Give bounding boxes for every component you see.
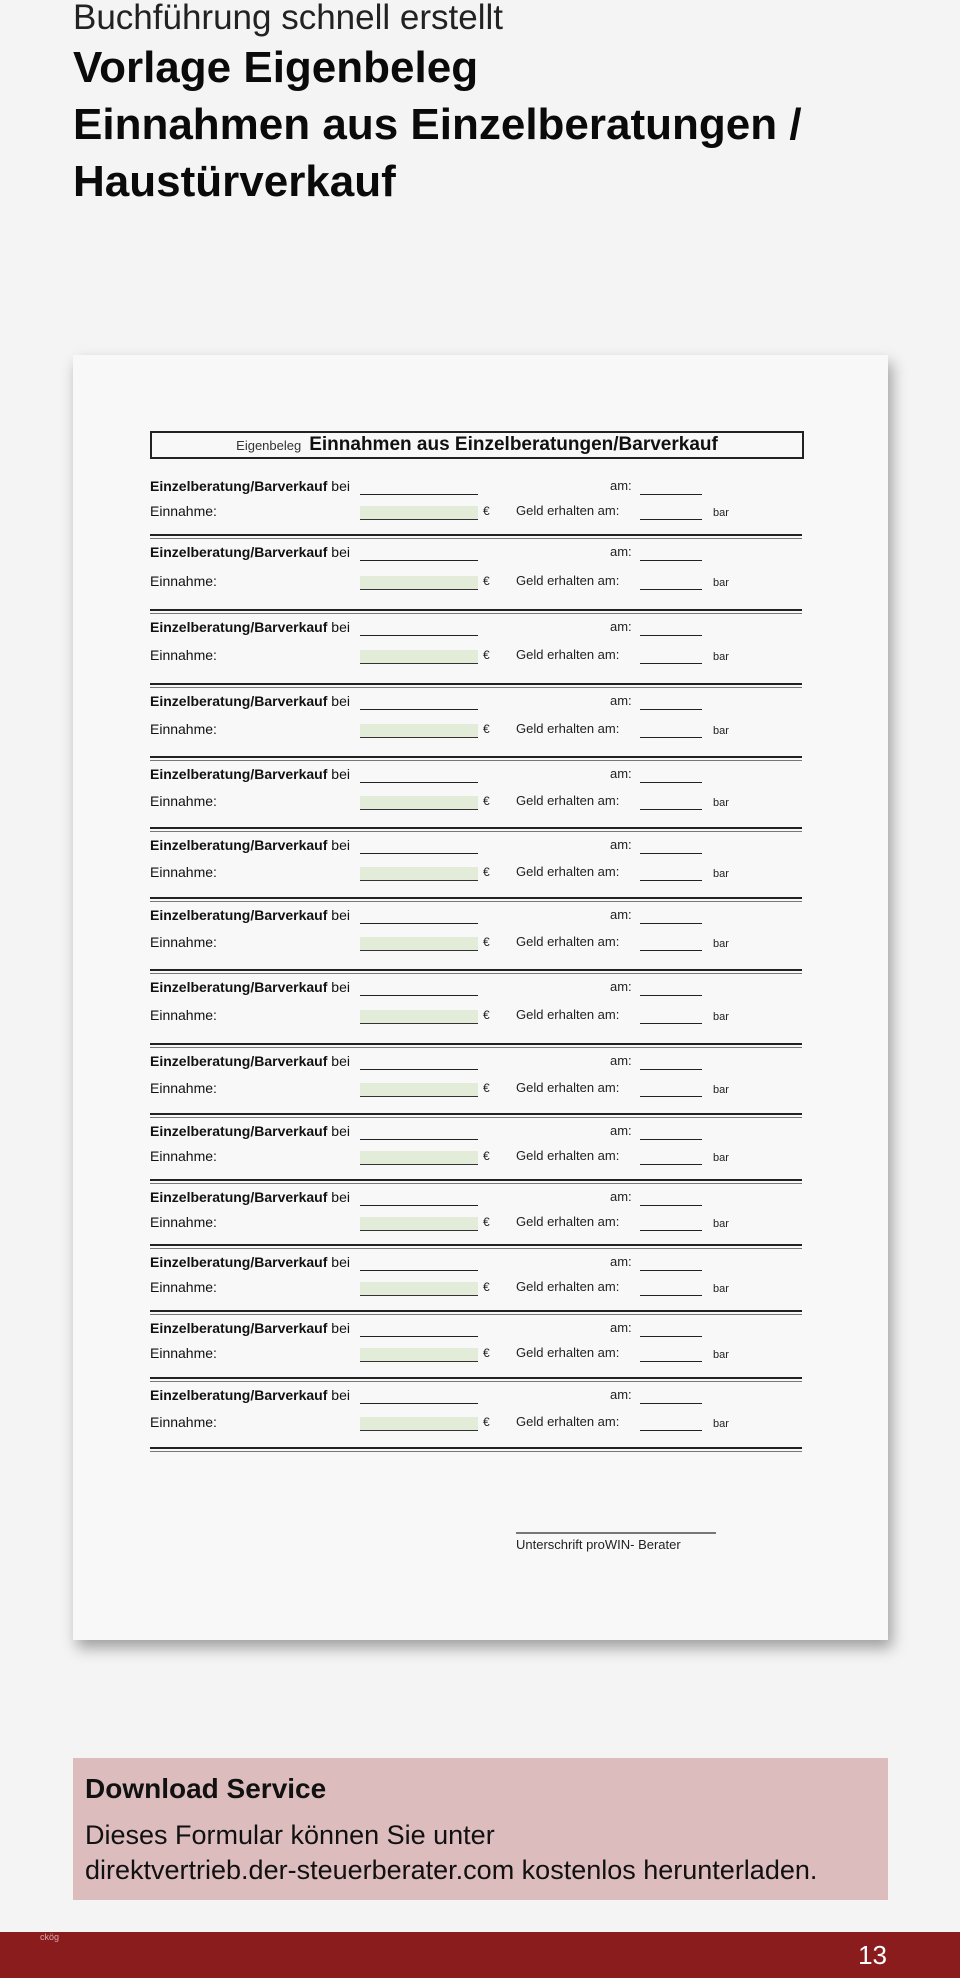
euro-sign: €	[483, 1415, 490, 1429]
page-footer	[0, 1932, 960, 1978]
am-label: am:	[610, 619, 632, 634]
form-entry	[150, 1254, 802, 1324]
euro-sign: €	[483, 1280, 490, 1294]
entry-separator-thin	[150, 901, 802, 902]
amount-field[interactable]	[360, 937, 478, 951]
bar-label: bar	[713, 651, 729, 663]
form-entry	[150, 1123, 802, 1193]
bei-line	[360, 1389, 478, 1404]
entry-label	[150, 1254, 350, 1270]
entry-label-bold: Einzelberatung/Barverkauf	[150, 619, 328, 635]
form-entry	[150, 907, 802, 977]
geld-erhalten-label: Geld erhalten am:	[516, 573, 620, 588]
geld-erhalten-label: Geld erhalten am:	[516, 1279, 620, 1294]
entry-label-bold: Einzelberatung/Barverkauf	[150, 907, 328, 923]
bei-line	[360, 695, 478, 710]
bar-label: bar	[713, 507, 729, 519]
am-line	[640, 1055, 702, 1070]
geld-erhalten-label: Geld erhalten am:	[516, 1148, 620, 1163]
am-line	[640, 480, 702, 495]
geld-erhalten-line	[640, 1150, 702, 1165]
bei-line	[360, 1055, 478, 1070]
amount-field[interactable]	[360, 724, 478, 738]
entry-label-bei: bei	[331, 619, 350, 635]
bei-line	[360, 839, 478, 854]
entry-label	[150, 1189, 350, 1205]
am-label: am:	[610, 1254, 632, 1269]
entry-label	[150, 1123, 350, 1139]
geld-erhalten-line	[640, 1216, 702, 1231]
form-entry	[150, 544, 802, 614]
entry-label-bold: Einzelberatung/Barverkauf	[150, 837, 328, 853]
entry-separator-thin	[150, 1451, 802, 1452]
geld-erhalten-label: Geld erhalten am:	[516, 1414, 620, 1429]
bar-label: bar	[713, 1349, 729, 1361]
am-line	[640, 1191, 702, 1206]
geld-erhalten-line	[640, 1347, 702, 1362]
entry-separator	[150, 1310, 802, 1312]
entry-separator	[150, 1244, 802, 1246]
geld-erhalten-line	[640, 649, 702, 664]
entry-label-bei: bei	[331, 478, 350, 494]
entry-separator	[150, 1377, 802, 1379]
bei-line	[360, 546, 478, 561]
footer-logo: ckög	[40, 1932, 60, 1942]
title-line-1: Vorlage Eigenbeleg	[73, 43, 479, 92]
form-entry	[150, 1053, 802, 1123]
entry-label-bold: Einzelberatung/Barverkauf	[150, 1053, 328, 1069]
geld-erhalten-line	[640, 795, 702, 810]
entry-label-bei: bei	[331, 1053, 350, 1069]
am-label: am:	[610, 837, 632, 852]
entry-label-bold: Einzelberatung/Barverkauf	[150, 693, 328, 709]
entry-separator-thin	[150, 1047, 802, 1048]
geld-erhalten-label: Geld erhalten am:	[516, 1007, 620, 1022]
entry-label-bei: bei	[331, 1254, 350, 1270]
am-line	[640, 621, 702, 636]
bar-label: bar	[713, 1084, 729, 1096]
am-line	[640, 981, 702, 996]
entry-label-bei: bei	[331, 979, 350, 995]
amount-field[interactable]	[360, 867, 478, 881]
am-label: am:	[610, 1053, 632, 1068]
am-label: am:	[610, 544, 632, 559]
entry-label	[150, 766, 350, 782]
entry-label-bold: Einzelberatung/Barverkauf	[150, 1123, 328, 1139]
euro-sign: €	[483, 648, 490, 662]
geld-erhalten-label: Geld erhalten am:	[516, 503, 620, 518]
euro-sign: €	[483, 794, 490, 808]
entry-label-bei: bei	[331, 766, 350, 782]
download-service-box	[73, 1758, 888, 1900]
bar-label: bar	[713, 938, 729, 950]
bar-label: bar	[713, 1418, 729, 1430]
entry-label-bei: bei	[331, 1123, 350, 1139]
entry-label-bei: bei	[331, 1387, 350, 1403]
entry-separator-thin	[150, 687, 802, 688]
euro-sign: €	[483, 1215, 490, 1229]
amount-field[interactable]	[360, 1010, 478, 1024]
euro-sign: €	[483, 1346, 490, 1360]
geld-erhalten-label: Geld erhalten am:	[516, 1214, 620, 1229]
entry-label-bold: Einzelberatung/Barverkauf	[150, 979, 328, 995]
entry-label-bei: bei	[331, 1189, 350, 1205]
euro-sign: €	[483, 1149, 490, 1163]
einnahme-label: Einnahme:	[150, 1279, 217, 1295]
entry-label	[150, 478, 350, 494]
form-entry	[150, 619, 802, 689]
amount-field[interactable]	[360, 1083, 478, 1097]
bei-line	[360, 981, 478, 996]
amount-field[interactable]	[360, 650, 478, 664]
form-document-preview	[73, 355, 888, 1640]
entry-separator-thin	[150, 613, 802, 614]
entry-label-bold: Einzelberatung/Barverkauf	[150, 544, 328, 560]
amount-field[interactable]	[360, 1348, 478, 1362]
geld-erhalten-label: Geld erhalten am:	[516, 934, 620, 949]
einnahme-label: Einnahme:	[150, 934, 217, 950]
amount-field[interactable]	[360, 506, 478, 520]
entry-label-bold: Einzelberatung/Barverkauf	[150, 766, 328, 782]
entry-separator	[150, 969, 802, 971]
entry-separator-thin	[150, 1248, 802, 1249]
euro-sign: €	[483, 865, 490, 879]
entry-separator-thin	[150, 1314, 802, 1315]
form-entry	[150, 766, 802, 836]
bei-line	[360, 1191, 478, 1206]
entry-label	[150, 979, 350, 995]
geld-erhalten-line	[640, 1082, 702, 1097]
entry-separator	[150, 534, 802, 536]
geld-erhalten-label: Geld erhalten am:	[516, 1080, 620, 1095]
entry-label	[150, 837, 350, 853]
entry-label-bold: Einzelberatung/Barverkauf	[150, 1387, 328, 1403]
am-line	[640, 1389, 702, 1404]
bei-line	[360, 621, 478, 636]
entry-separator	[150, 756, 802, 758]
entry-label-bei: bei	[331, 837, 350, 853]
bei-line	[360, 1322, 478, 1337]
entry-separator-thin	[150, 831, 802, 832]
am-label: am:	[610, 766, 632, 781]
form-entry	[150, 693, 802, 763]
am-label: am:	[610, 1387, 632, 1402]
page-header	[73, 0, 923, 210]
euro-sign: €	[483, 935, 490, 949]
am-line	[640, 1322, 702, 1337]
amount-field[interactable]	[360, 796, 478, 810]
einnahme-label: Einnahme:	[150, 1148, 217, 1164]
entry-label-bold: Einzelberatung/Barverkauf	[150, 1254, 328, 1270]
entry-separator-thin	[150, 973, 802, 974]
am-label: am:	[610, 1320, 632, 1335]
bar-label: bar	[713, 1011, 729, 1023]
geld-erhalten-line	[640, 1281, 702, 1296]
entry-label	[150, 907, 350, 923]
geld-erhalten-label: Geld erhalten am:	[516, 1345, 620, 1360]
download-text	[85, 1818, 876, 1888]
form-title-small: Eigenbeleg	[236, 437, 302, 453]
amount-field[interactable]	[360, 1417, 478, 1431]
bar-label: bar	[713, 725, 729, 737]
entry-label	[150, 544, 350, 560]
bei-line	[360, 1125, 478, 1140]
einnahme-label: Einnahme:	[150, 573, 217, 589]
einnahme-label: Einnahme:	[150, 503, 217, 519]
euro-sign: €	[483, 504, 490, 518]
signature-line	[516, 1532, 716, 1534]
geld-erhalten-label: Geld erhalten am:	[516, 793, 620, 808]
entry-label	[150, 1320, 350, 1336]
einnahme-label: Einnahme:	[150, 647, 217, 663]
am-label: am:	[610, 907, 632, 922]
form-entry	[150, 1387, 802, 1457]
entry-separator	[150, 897, 802, 899]
einnahme-label: Einnahme:	[150, 793, 217, 809]
euro-sign: €	[483, 722, 490, 736]
entry-label	[150, 619, 350, 635]
bar-label: bar	[713, 1152, 729, 1164]
geld-erhalten-label: Geld erhalten am:	[516, 647, 620, 662]
title-line-3: Haustürverkauf	[73, 157, 396, 206]
einnahme-label: Einnahme:	[150, 864, 217, 880]
entry-separator	[150, 1447, 802, 1449]
euro-sign: €	[483, 1081, 490, 1095]
bar-label: bar	[713, 1283, 729, 1295]
bar-label: bar	[713, 797, 729, 809]
geld-erhalten-line	[640, 1009, 702, 1024]
form-entry	[150, 979, 802, 1049]
geld-erhalten-line	[640, 723, 702, 738]
entry-separator-thin	[150, 538, 802, 539]
geld-erhalten-line	[640, 505, 702, 520]
entry-label	[150, 1053, 350, 1069]
am-label: am:	[610, 979, 632, 994]
entry-label-bei: bei	[331, 1320, 350, 1336]
geld-erhalten-line	[640, 866, 702, 881]
entry-separator	[150, 1113, 802, 1115]
am-line	[640, 768, 702, 783]
am-line	[640, 909, 702, 924]
form-entry	[150, 1189, 802, 1259]
download-heading: Download Service	[85, 1773, 327, 1804]
entry-label-bold: Einzelberatung/Barverkauf	[150, 478, 328, 494]
download-text-line-1: Dieses Formular können Sie unter	[85, 1820, 495, 1850]
entry-label-bei: bei	[331, 544, 350, 560]
einnahme-label: Einnahme:	[150, 1007, 217, 1023]
form-entry	[150, 1320, 802, 1390]
einnahme-label: Einnahme:	[150, 1080, 217, 1096]
bei-line	[360, 1256, 478, 1271]
title-line-2: Einnahmen aus Einzelberatungen /	[73, 100, 802, 149]
page-number: 13	[858, 1940, 887, 1970]
am-line	[640, 1256, 702, 1271]
geld-erhalten-line	[640, 575, 702, 590]
geld-erhalten-label: Geld erhalten am:	[516, 721, 620, 736]
einnahme-label: Einnahme:	[150, 1214, 217, 1230]
entry-label-bei: bei	[331, 907, 350, 923]
entry-label	[150, 693, 350, 709]
entry-label-bei: bei	[331, 693, 350, 709]
bar-label: bar	[713, 577, 729, 589]
amount-field[interactable]	[360, 1282, 478, 1296]
bar-label: bar	[713, 1218, 729, 1230]
euro-sign: €	[483, 574, 490, 588]
entry-label-bold: Einzelberatung/Barverkauf	[150, 1189, 328, 1205]
form-entry	[150, 478, 802, 548]
amount-field[interactable]	[360, 1217, 478, 1231]
signature-label: Unterschrift proWIN- Berater	[516, 1537, 681, 1552]
geld-erhalten-line	[640, 1416, 702, 1431]
einnahme-label: Einnahme:	[150, 721, 217, 737]
bar-label: bar	[713, 868, 729, 880]
form-entry	[150, 837, 802, 907]
einnahme-label: Einnahme:	[150, 1345, 217, 1361]
entry-separator	[150, 827, 802, 829]
geld-erhalten-line	[640, 936, 702, 951]
am-line	[640, 839, 702, 854]
entry-separator-thin	[150, 1183, 802, 1184]
amount-field[interactable]	[360, 1151, 478, 1165]
geld-erhalten-label: Geld erhalten am:	[516, 864, 620, 879]
page-title	[73, 39, 923, 210]
entry-label	[150, 1387, 350, 1403]
entry-separator	[150, 1043, 802, 1045]
entry-separator-thin	[150, 760, 802, 761]
am-label: am:	[610, 693, 632, 708]
bei-line	[360, 768, 478, 783]
entry-separator-thin	[150, 1117, 802, 1118]
am-line	[640, 546, 702, 561]
entry-separator	[150, 609, 802, 611]
am-label: am:	[610, 1123, 632, 1138]
am-line	[640, 695, 702, 710]
page-kicker: Buchführung schnell erstellt	[73, 0, 503, 37]
bei-line	[360, 909, 478, 924]
entry-label-bold: Einzelberatung/Barverkauf	[150, 1320, 328, 1336]
entry-separator-thin	[150, 1381, 802, 1382]
einnahme-label: Einnahme:	[150, 1414, 217, 1430]
euro-sign: €	[483, 1008, 490, 1022]
am-line	[640, 1125, 702, 1140]
entry-separator	[150, 1179, 802, 1181]
form-title-box	[150, 431, 804, 459]
bei-line	[360, 480, 478, 495]
entry-separator	[150, 683, 802, 685]
am-label: am:	[610, 478, 632, 493]
am-label: am:	[610, 1189, 632, 1204]
amount-field[interactable]	[360, 576, 478, 590]
download-text-line-2: direktvertrieb.der-steuerberater.com kostenlos herunterladen.	[85, 1855, 818, 1885]
form-title-big: Einnahmen aus Einzelberatungen/Barverkauf	[309, 434, 718, 455]
